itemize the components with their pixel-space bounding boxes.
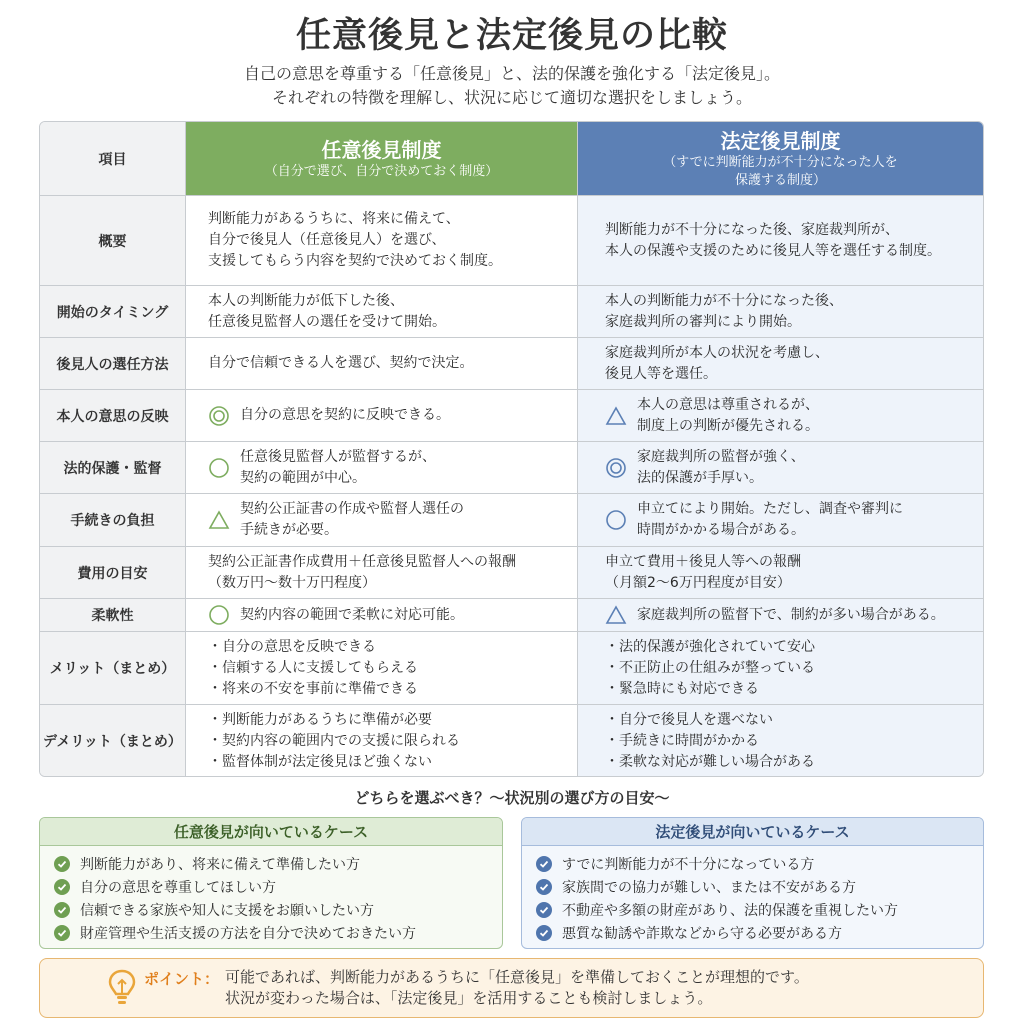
row-label: 柔軟性 [40, 599, 186, 631]
check-icon [536, 925, 552, 941]
row-hotei-cell [578, 599, 983, 631]
nini-case-list [40, 846, 502, 944]
row-nini-cell [186, 390, 578, 441]
list-item: ・ 信頼する人に支援してもらえる [208, 658, 418, 679]
cell-text: 本人の意思は尊重されるが、 制度上の判断が優先される。 [637, 396, 819, 434]
table-row [40, 546, 983, 598]
header-hotei-sub: （すでに判断能力が不十分になった人を 保護する制度） [663, 154, 898, 188]
triangle-icon [605, 604, 627, 626]
table-row [40, 704, 983, 777]
list-item [536, 852, 983, 875]
point-box [39, 958, 984, 1018]
row-hotei-cell [578, 547, 983, 598]
triangle-icon [208, 509, 230, 531]
circle-icon [605, 509, 627, 531]
cell-text: 任意後見監督人が監督するが、 契約の範囲が中心。 [240, 448, 436, 486]
table-row [40, 337, 983, 389]
table-header-row [40, 122, 983, 195]
cell-text: 判断能力があるうちに、将来に備えて、 自分で後見人（任意後見人）を選び、 支援してもらう内容を契約で決めておく制度。 [208, 211, 502, 269]
list-item [536, 898, 983, 921]
check-icon [54, 879, 70, 895]
row-hotei-cell [578, 494, 983, 546]
list-item-text: 財産管理や生活支援の方法を自分で決めておきたい方 [80, 925, 416, 942]
list-item: ・ 自分の意思を反映できる [208, 637, 418, 658]
table-row [40, 195, 983, 285]
comparison-table [39, 121, 984, 777]
row-hotei-cell [578, 196, 983, 285]
lightbulb-icon [106, 968, 138, 1008]
row-hotei-cell [578, 705, 983, 777]
row-label: 概要 [40, 196, 186, 285]
row-label: メリット（まとめ） [40, 632, 186, 704]
row-nini-cell [186, 442, 578, 493]
cell-text: 家庭裁判所の監督下で、制約が多い場合がある。 [637, 606, 945, 623]
list-item [536, 921, 983, 944]
choose-title: どちらを選ぶべき？～状況別の選び方の目安～ [354, 789, 670, 807]
cell-text: 家庭裁判所が本人の状況を考慮し、 後見人等を選任。 [605, 344, 829, 382]
list-item [54, 898, 502, 921]
hotei-case-title: 法定後見が向いているケース [522, 818, 983, 846]
page-subtitle: 自己の意思を尊重する「任意後見」と、法的保護を強化する「法定後見」。 それぞれの特徴を理解し、状況に応じて適切な選択をしましょう。 [243, 64, 780, 107]
cell-text: 契約内容の範囲で柔軟に対応可能。 [240, 606, 464, 623]
check-icon [536, 856, 552, 872]
cell-text: 判断能力が不十分になった後、家庭裁判所が、 本人の保護や支援のために後見人等を選任する制度。 [605, 221, 941, 259]
row-hotei-cell [578, 286, 983, 337]
list-item: ・ 緊急時にも対応できる [605, 679, 815, 700]
cell-text: 自分の意思を契約に反映できる。 [240, 407, 450, 423]
check-icon [536, 879, 552, 895]
list-item: ・ 自分で後見人を選べない [605, 710, 815, 731]
cell-text: 家庭裁判所の監督が強く、 法的保護が手厚い。 [637, 448, 805, 486]
bullet-list [605, 637, 815, 700]
list-item-text: 不動産や多額の財産があり、法的保護を重視したい方 [562, 902, 898, 919]
check-icon [54, 925, 70, 941]
list-item-text: すでに判断能力が不十分になっている方 [562, 856, 815, 873]
list-item-text: 判断能力があり、将来に備えて準備したい方 [80, 856, 360, 873]
cell-text: 申立て費用＋後見人等への報酬 （月額2～6万円程度が目安） [605, 553, 801, 591]
list-item: ・ 法的保護が強化されていて安心 [605, 637, 815, 658]
header-hotei [578, 122, 983, 195]
nini-case-title: 任意後見が向いているケース [40, 818, 502, 846]
cell-text: 契約公正証書の作成や監督人選任の 手続きが必要。 [240, 501, 464, 538]
header-nini-title: 任意後見制度 [321, 137, 442, 162]
table-row [40, 285, 983, 337]
row-nini-cell [186, 599, 578, 631]
row-nini-cell [186, 632, 578, 704]
check-icon [536, 902, 552, 918]
list-item-text: 信頼できる家族や知人に支援をお願いしたい方 [80, 902, 374, 919]
bullet-list [605, 710, 815, 773]
double-circle-icon [208, 405, 230, 427]
row-label: 法的保護・監督 [40, 442, 186, 493]
bullet-list [208, 637, 418, 700]
cell-text: 契約公正証書作成費用＋任意後見監督人への報酬 （数万円～数十万円程度） [208, 553, 516, 591]
list-item [536, 875, 983, 898]
list-item-text: 自分の意思を尊重してほしい方 [80, 879, 276, 896]
point-text: 可能であれば、判断能力があるうちに「任意後見」を準備しておくことが理想的です。 状況が変わった場合は、「法定後見」を活用することも検討しましょう。 [225, 968, 809, 1007]
row-nini-cell [186, 286, 578, 337]
row-label: デメリット（まとめ） [40, 705, 186, 777]
hotei-case-box [521, 817, 984, 949]
table-row [40, 389, 983, 441]
table-row [40, 598, 983, 631]
row-hotei-cell [578, 442, 983, 493]
row-label: 手続きの負担 [40, 494, 186, 546]
list-item [54, 875, 502, 898]
row-nini-cell [186, 494, 578, 546]
row-nini-cell [186, 547, 578, 598]
check-icon [54, 856, 70, 872]
double-circle-icon [605, 457, 627, 479]
list-item: ・ 監督体制が法定後見ほど強くない [208, 752, 460, 773]
header-nini [186, 122, 578, 195]
cell-text: 申立てにより開始。ただし、調査や審判に 時間がかかる場合がある。 [637, 501, 903, 538]
circle-icon [208, 457, 230, 479]
cell-text: 自分で信頼できる人を選び、契約で決定。 [208, 355, 474, 371]
header-item: 項目 [40, 122, 186, 195]
list-item-text: 悪質な勧誘や詐欺などから守る必要がある方 [562, 925, 842, 942]
cell-text: 本人の判断能力が不十分になった後、 家庭裁判所の審判により開始。 [605, 292, 843, 330]
row-hotei-cell [578, 390, 983, 441]
list-item: ・ 手続きに時間がかかる [605, 731, 815, 752]
header-nini-sub: （自分で選び、自分で決めておく制度） [264, 163, 499, 179]
page-title: 任意後見と法定後見の比較 [295, 16, 728, 56]
header-hotei-title: 法定後見制度 [720, 128, 841, 153]
triangle-icon [605, 405, 627, 427]
list-item: ・ 判断能力があるうちに準備が必要 [208, 710, 460, 731]
table-row [40, 631, 983, 704]
point-label: ポイント： [144, 970, 220, 988]
bullet-list [208, 710, 460, 773]
row-hotei-cell [578, 632, 983, 704]
list-item: ・ 不正防止の仕組みが整っている [605, 658, 815, 679]
list-item: ・ 柔軟な対応が難しい場合がある [605, 752, 815, 773]
list-item-text: 家族間での協力が難しい、または不安がある方 [562, 879, 856, 896]
row-label: 後見人の選任方法 [40, 338, 186, 389]
list-item: ・ 契約内容の範囲内での支援に限られる [208, 731, 460, 752]
cell-text: 本人の判断能力が低下した後、 任意後見監督人の選任を受けて開始。 [208, 292, 446, 330]
hotei-case-list [522, 846, 983, 944]
row-label: 本人の意思の反映 [40, 390, 186, 441]
check-icon [54, 902, 70, 918]
list-item [54, 852, 502, 875]
row-label: 開始のタイミング [40, 286, 186, 337]
row-label: 費用の目安 [40, 547, 186, 598]
row-nini-cell [186, 705, 578, 777]
row-nini-cell [186, 338, 578, 389]
table-row [40, 441, 983, 493]
row-nini-cell [186, 196, 578, 285]
circle-icon [208, 604, 230, 626]
list-item [54, 921, 502, 944]
nini-case-box [39, 817, 503, 949]
row-hotei-cell [578, 338, 983, 389]
table-row [40, 493, 983, 546]
list-item: ・ 将来の不安を事前に準備できる [208, 679, 418, 700]
